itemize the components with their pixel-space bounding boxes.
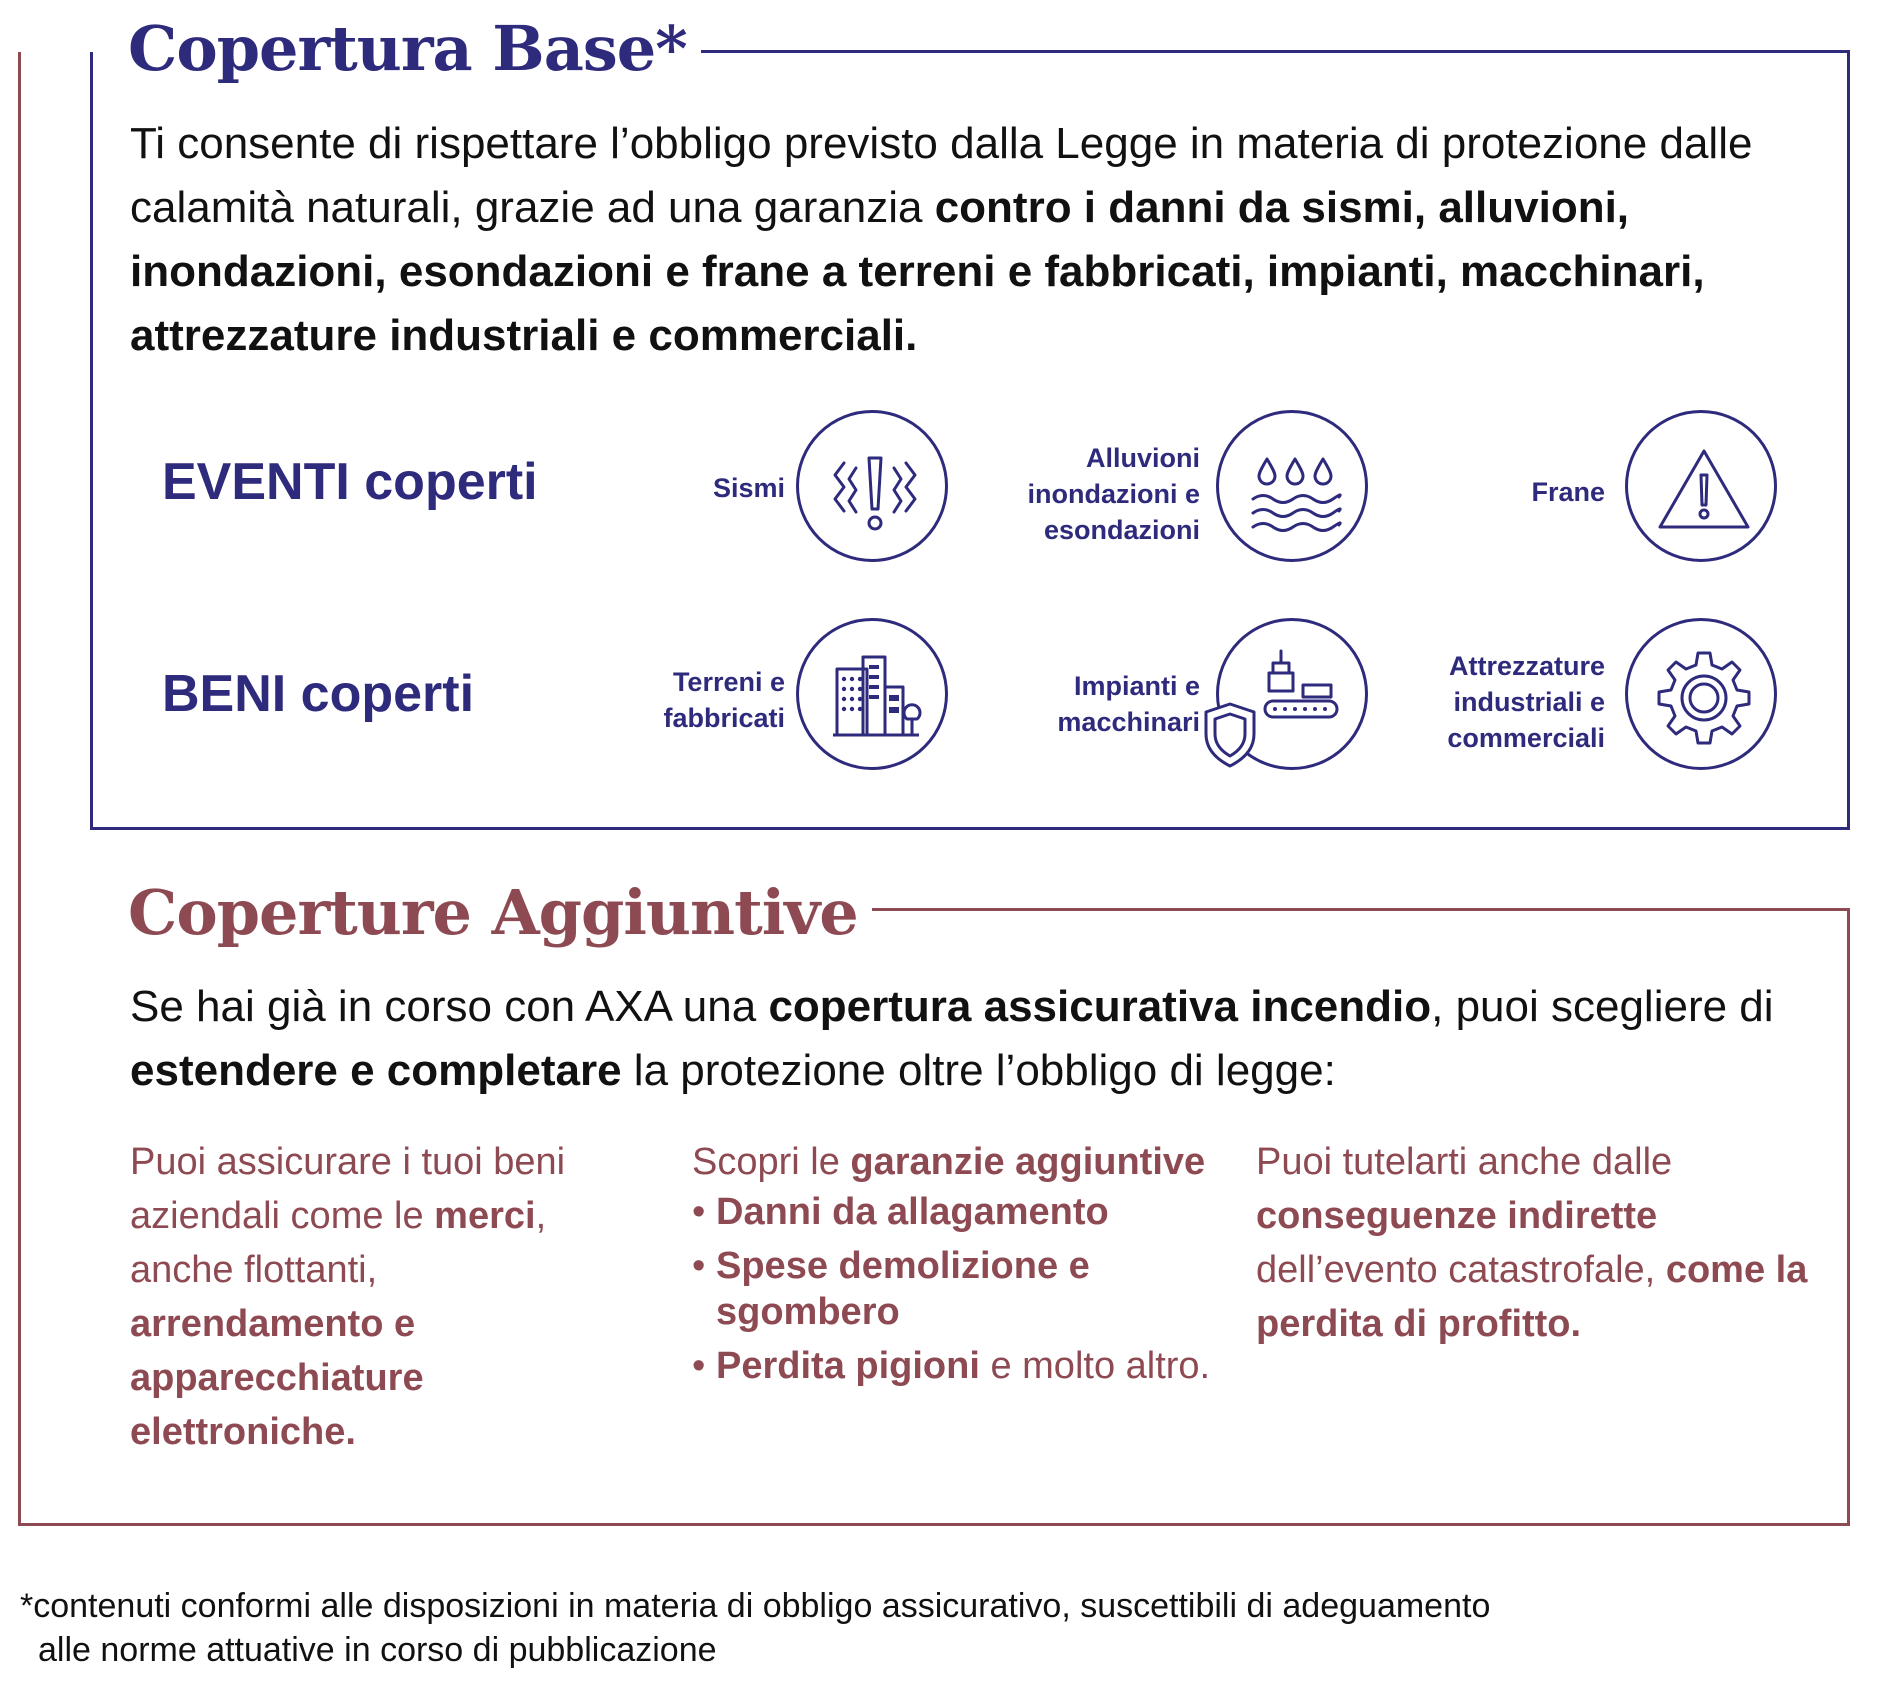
- intro-text: la protezione oltre l’obbligo di legge:: [621, 1046, 1336, 1095]
- col-text: Puoi assicurare i tuoi beni aziendali come le: [130, 1141, 566, 1237]
- list-item: [692, 1343, 1212, 1389]
- base-intro: [130, 112, 1830, 368]
- eventi-sismi-circle: [796, 410, 948, 562]
- label-line: Sismi: [712, 473, 785, 503]
- list-item: [692, 1189, 1212, 1235]
- label-line: macchinari: [1057, 707, 1200, 737]
- warning-triangle-icon: [1628, 413, 1780, 565]
- shield-icon: [1200, 700, 1260, 770]
- additional-frame-top: [826, 908, 1850, 911]
- eventi-alluvioni-label: [985, 440, 1200, 548]
- col-text: dell’evento catastrofale,: [1256, 1249, 1666, 1291]
- label-line: inondazioni e: [1027, 479, 1200, 509]
- earthquake-icon: [799, 413, 951, 565]
- garanzie-list: [692, 1189, 1212, 1389]
- intro-bold: copertura assicurativa incendio: [768, 982, 1432, 1031]
- col-heading: [692, 1135, 1212, 1189]
- base-title: Copertura Base*: [128, 12, 701, 85]
- flood-icon: [1219, 413, 1371, 565]
- intro-text: Se hai già in corso con AXA una: [130, 982, 769, 1031]
- base-frame-top: [645, 50, 1850, 53]
- label-line: Alluvioni: [1086, 443, 1200, 473]
- beni-terreni-label: [600, 664, 785, 736]
- gear-icon: [1628, 621, 1780, 773]
- label-line: Attrezzature: [1448, 651, 1605, 681]
- base-intro-text: Ti consente di rispettare l’obbligo previsto dalla Legge in materia di protezione dalle calamità naturali, grazie ad una garanzia: [130, 119, 1753, 232]
- footnote: [20, 1584, 1860, 1672]
- base-intro-bold: contro i danni da sismi, alluvioni, inondazioni, esondazioni e frane a terreni e fabbricati, impianti, macchinari, attrezzature industriali e commerciali.: [130, 183, 1705, 360]
- label-line: Terreni e: [672, 667, 785, 697]
- intro-text: , puoi scegliere di: [1431, 982, 1774, 1031]
- footnote-line: alle norme attuative in corso di pubblicazione: [38, 1631, 717, 1669]
- eventi-label: EVENTI coperti: [162, 453, 538, 511]
- eventi-frane-circle: [1625, 410, 1777, 562]
- col-bold: conseguenze indirette: [1256, 1195, 1658, 1237]
- intro-bold: estendere e completare: [130, 1046, 622, 1095]
- label-line: industriali e: [1453, 687, 1605, 717]
- bullet-text: e molto altro.: [979, 1345, 1211, 1387]
- col-bold: come la perdita di profitto.: [1256, 1249, 1808, 1345]
- additional-column-merci: [130, 1135, 630, 1459]
- beni-impianti-shield: [1200, 700, 1260, 770]
- footnote-line: *contenuti conformi alle disposizioni in materia di obbligo assicurativo, suscettibili di adeguamento: [20, 1587, 1491, 1625]
- label-line: fabbricati: [663, 703, 785, 733]
- eventi-alluvioni-circle: [1216, 410, 1368, 562]
- label-line: Frane: [1531, 477, 1605, 507]
- additional-intro: [130, 975, 1830, 1103]
- eventi-frane-label: [1440, 474, 1605, 510]
- col-text: , anche flottanti,: [130, 1195, 547, 1291]
- col-text: Scopri le: [692, 1141, 851, 1183]
- additional-column-garanzie: [692, 1135, 1212, 1397]
- bullet-bold: Perdita pigioni: [716, 1345, 980, 1387]
- additional-title: Coperture Aggiuntive: [128, 876, 872, 949]
- buildings-icon: [799, 621, 951, 773]
- bullet-bold: Spese demolizione e sgombero: [716, 1245, 1090, 1333]
- label-line: commerciali: [1447, 723, 1605, 753]
- label-line: Impianti e: [1073, 671, 1200, 701]
- beni-attrezzature-label: [1380, 648, 1605, 756]
- col-bold: merci: [434, 1195, 536, 1237]
- col-bold: arrendamento e apparecchiature elettroniche.: [130, 1303, 424, 1453]
- bullet-bold: Danni da allagamento: [716, 1191, 1109, 1233]
- beni-impianti-label: [1010, 668, 1200, 740]
- beni-label: BENI coperti: [162, 665, 475, 723]
- list-item: [692, 1243, 1212, 1335]
- beni-terreni-circle: [796, 618, 948, 770]
- col-text: Puoi tutelarti anche dalle: [1256, 1141, 1673, 1183]
- eventi-sismi-label: [620, 470, 785, 506]
- label-line: esondazioni: [1043, 515, 1200, 545]
- additional-column-conseguenze: [1256, 1135, 1836, 1351]
- col-bold: garanzie aggiuntive: [850, 1141, 1206, 1183]
- additional-frame-right: [1847, 910, 1850, 1526]
- beni-attrezzature-circle: [1625, 618, 1777, 770]
